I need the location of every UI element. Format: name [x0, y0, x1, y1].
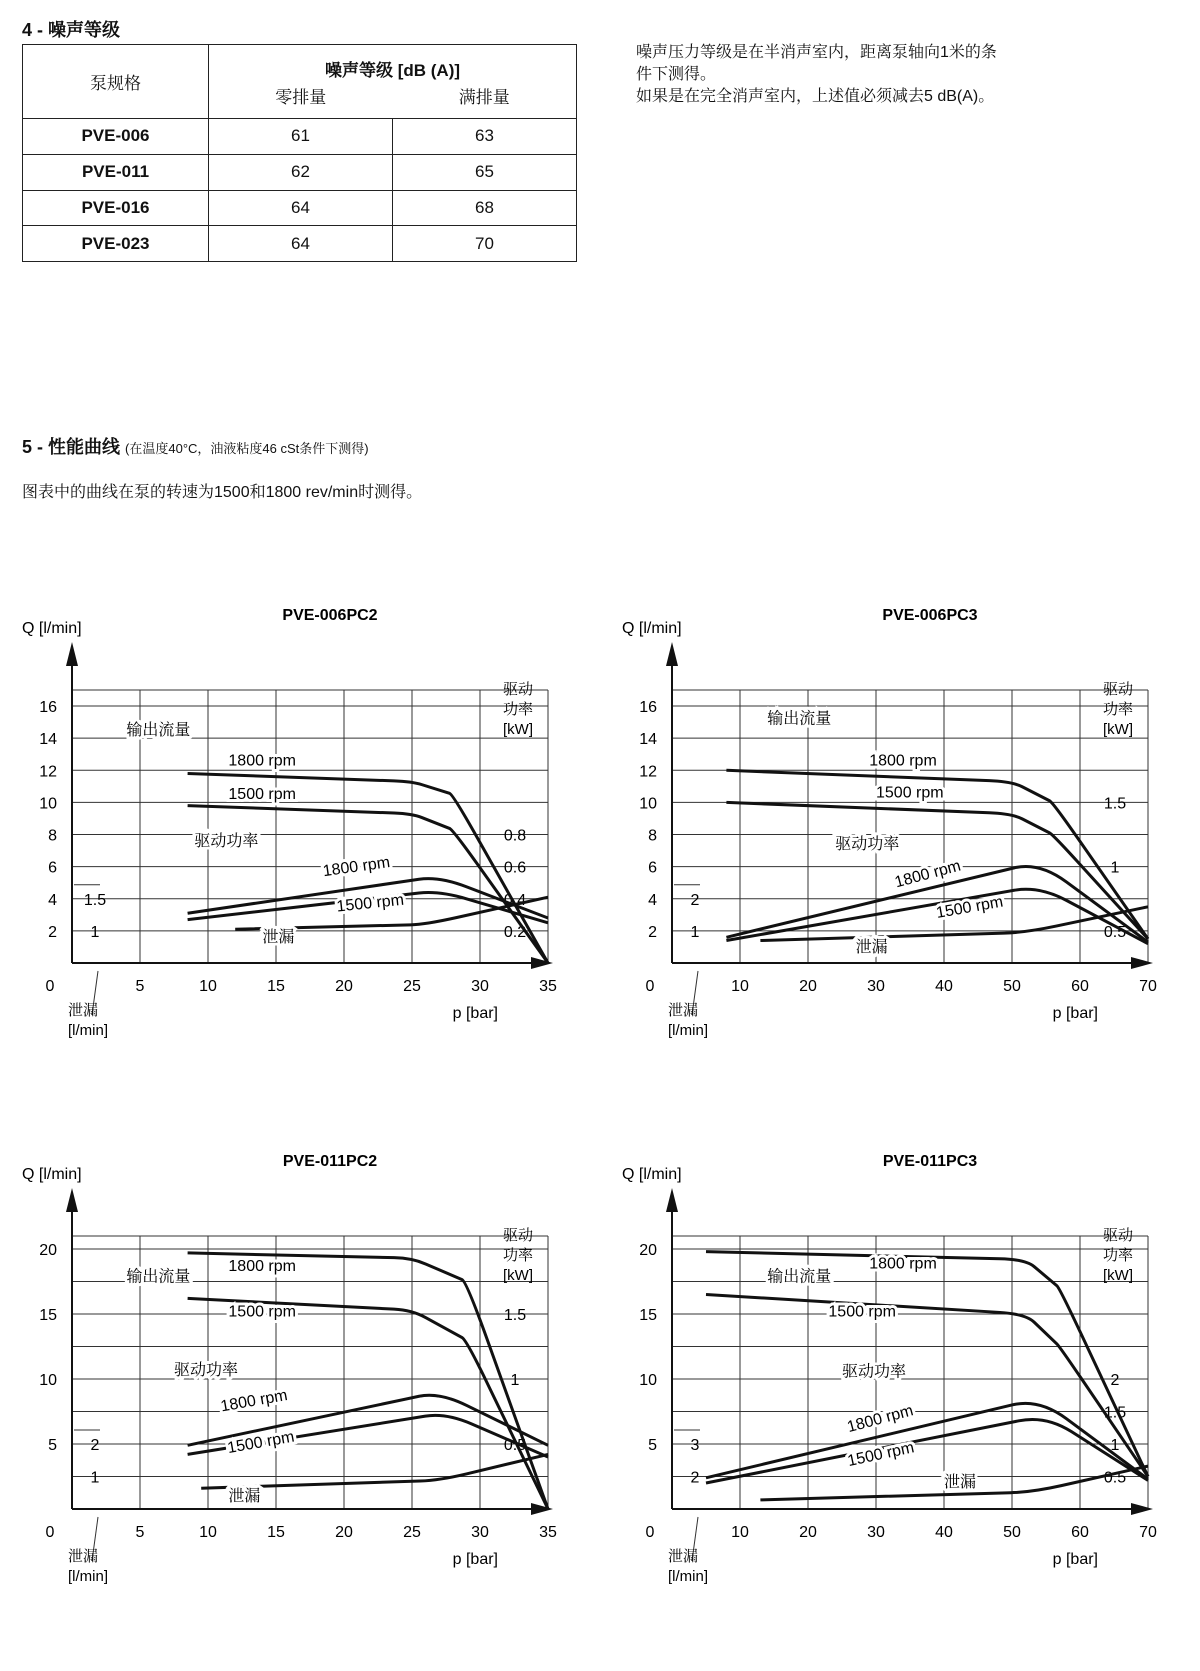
series-label: 1800 rpm — [219, 1386, 289, 1416]
series-line — [188, 1253, 548, 1509]
power-axis-label: 驱动 — [1102, 1227, 1134, 1244]
table-row — [23, 154, 577, 190]
power-tick-label: 0.5 — [1103, 923, 1127, 941]
table-row — [23, 119, 577, 155]
power-axis-label: 驱动 — [502, 681, 534, 698]
leak-axis-label: [l/min] — [668, 1022, 709, 1039]
y-tick-label: 15 — [39, 1307, 57, 1324]
y-tick-label: 20 — [39, 1242, 57, 1259]
row-full: 70 — [393, 226, 577, 262]
series-label: 驱动功率 — [174, 1362, 239, 1380]
y-tick-label: 10 — [639, 795, 657, 813]
chart-svg — [0, 1146, 600, 1666]
x-tick-label: 10 — [731, 978, 749, 995]
chart-svg — [600, 1146, 1200, 1666]
series-label: 1500 rpm — [226, 1428, 296, 1458]
y-tick-label: 4 — [648, 891, 657, 909]
power-tick-label: 0.2 — [503, 923, 527, 941]
header-zero-displacement: 零排量 — [275, 87, 327, 107]
y-axis-arrow — [66, 642, 78, 666]
x-tick-label: 0 — [45, 1524, 55, 1541]
header-model — [23, 45, 209, 119]
x-tick-label: 50 — [1003, 978, 1021, 995]
power-tick-label: 0.8 — [503, 827, 527, 845]
header-model-label: 泵规格 — [90, 74, 141, 93]
noise-note — [636, 42, 1156, 108]
leak-tick-label: 2 — [690, 1469, 700, 1487]
chart-pve-006pc3 — [600, 600, 1200, 1120]
x-tick-label: 30 — [867, 978, 885, 995]
power-tick-label: 1.5 — [1103, 1404, 1127, 1422]
series-label: 1500 rpm — [828, 1303, 896, 1321]
y-tick-label: 8 — [648, 827, 657, 845]
row-model: PVE-011 — [23, 154, 209, 190]
power-tick-label: 1.5 — [1103, 795, 1127, 813]
y-tick-label: 15 — [639, 1307, 657, 1324]
row-zero: 61 — [209, 119, 393, 155]
power-axis-label: 功率 — [502, 701, 534, 718]
series-label: 输出流量 — [767, 710, 832, 728]
power-axis-label: [kW] — [1103, 721, 1133, 738]
table-row — [23, 190, 577, 226]
x-tick-label: 35 — [539, 1524, 557, 1541]
leak-axis-label: [l/min] — [68, 1022, 109, 1039]
series-line — [706, 1403, 1148, 1479]
section5-title — [22, 433, 369, 459]
series-label: 1800 rpm — [228, 752, 296, 770]
section5-intro: 图表中的曲线在泵的转速为1500和1800 rev/min时测得。 — [22, 484, 423, 501]
y-tick-label: 12 — [639, 763, 657, 781]
power-axis-label: 驱动 — [502, 1227, 534, 1244]
x-tick-label: 0 — [645, 978, 655, 995]
y-tick-label: 5 — [648, 1437, 657, 1454]
y-tick-label: 10 — [39, 795, 57, 813]
power-tick-label: 1 — [1110, 859, 1120, 877]
power-tick-label: 0.5 — [1103, 1469, 1127, 1487]
series-label: 1500 rpm — [335, 891, 405, 916]
x-tick-label: 15 — [267, 1524, 285, 1541]
y-tick-label: 8 — [48, 827, 57, 845]
series-label: 输出流量 — [126, 1268, 191, 1286]
y-tick-label: 10 — [39, 1372, 57, 1389]
leak-axis-label: 泄漏 — [668, 1002, 699, 1019]
y-tick-label: 6 — [648, 859, 657, 877]
y-tick-label: 2 — [648, 923, 657, 941]
chart-pve-011pc2 — [0, 1146, 600, 1666]
leak-axis-label: 泄漏 — [668, 1548, 699, 1565]
y-tick-label: 2 — [48, 923, 57, 941]
x-axis-arrow — [531, 957, 553, 969]
row-zero: 62 — [209, 154, 393, 190]
header-noise-title: 噪声等级 [dB (A)] — [324, 60, 461, 80]
power-tick-label: 1 — [1110, 1437, 1120, 1454]
series-line — [706, 1295, 1148, 1477]
series-label: 1800 rpm — [321, 854, 392, 881]
x-tick-label: 30 — [471, 1524, 489, 1541]
leak-tick-label: 1 — [90, 923, 100, 941]
series-line — [201, 1454, 548, 1488]
x-tick-label: 25 — [403, 978, 421, 995]
noise-level-table — [22, 44, 577, 262]
y-axis-label: Q [l/min] — [622, 1166, 682, 1183]
leak-tick-label: 1.5 — [83, 891, 107, 909]
section5-title-note: (在温度40°C，油液粘度46 cSt条件下测得) — [125, 441, 369, 456]
series-label: 驱动功率 — [194, 832, 259, 850]
row-full: 68 — [393, 190, 577, 226]
series-label: 1500 rpm — [228, 786, 296, 804]
x-axis-arrow — [1131, 957, 1153, 969]
power-axis-label: [kW] — [503, 721, 533, 738]
x-tick-label: 25 — [403, 1524, 421, 1541]
x-tick-label: 40 — [935, 1524, 953, 1541]
x-axis-arrow — [531, 1503, 553, 1515]
noise-note-line: 噪声压力等级是在半消声室内，距离泵轴向1米的条 — [636, 44, 997, 61]
series-label: 1800 rpm — [869, 752, 937, 770]
row-zero: 64 — [209, 226, 393, 262]
power-axis-label: [kW] — [503, 1267, 533, 1284]
x-axis-label: p [bar] — [1052, 1005, 1098, 1022]
chart-title: PVE-006PC3 — [882, 607, 978, 624]
x-tick-label: 60 — [1071, 1524, 1089, 1541]
x-tick-label: 30 — [867, 1524, 885, 1541]
series-label: 泄漏 — [944, 1473, 977, 1491]
leak-tick-label: 3 — [690, 1437, 700, 1454]
x-tick-label: 50 — [1003, 1524, 1021, 1541]
x-tick-label: 20 — [799, 1524, 817, 1541]
power-axis-label: 驱动 — [1102, 681, 1134, 698]
row-model: PVE-016 — [23, 190, 209, 226]
series-label: 泄漏 — [855, 938, 888, 956]
section4-title: 4 - 噪声等级 — [22, 20, 121, 40]
leak-tick-label: 2 — [90, 1437, 100, 1454]
series-label: 1500 rpm — [846, 1439, 916, 1471]
x-tick-label: 70 — [1139, 1524, 1157, 1541]
x-axis-label: p [bar] — [452, 1551, 498, 1568]
series-label: 驱动功率 — [835, 835, 900, 853]
series-label: 泄漏 — [228, 1488, 261, 1506]
chart-pve-006pc2 — [0, 600, 600, 1120]
chart-svg — [600, 600, 1200, 1120]
series-label: 泄漏 — [262, 929, 295, 947]
x-tick-label: 0 — [45, 978, 55, 995]
series-label: 输出流量 — [126, 721, 191, 739]
power-tick-label: 2 — [1110, 1372, 1120, 1389]
y-tick-label: 6 — [48, 859, 57, 877]
x-tick-label: 10 — [199, 978, 217, 995]
power-tick-label: 0.6 — [503, 859, 527, 877]
leak-axis-label: 泄漏 — [68, 1548, 99, 1565]
power-tick-label: 1.5 — [503, 1307, 527, 1324]
power-tick-label: 1 — [510, 1372, 520, 1389]
y-axis-label: Q [l/min] — [622, 620, 682, 637]
y-tick-label: 14 — [639, 731, 657, 749]
y-axis-arrow — [666, 642, 678, 666]
series-label: 输出流量 — [767, 1268, 832, 1286]
y-tick-label: 12 — [39, 763, 57, 781]
power-axis-label: 功率 — [1102, 701, 1134, 718]
x-tick-label: 40 — [935, 978, 953, 995]
header-noise-group — [209, 45, 577, 119]
y-tick-label: 10 — [639, 1372, 657, 1389]
noise-note-line: 件下测得。 — [636, 66, 717, 83]
leak-axis-label: [l/min] — [68, 1568, 109, 1585]
leak-tick-label: 1 — [690, 923, 700, 941]
leak-axis-label: 泄漏 — [68, 1002, 99, 1019]
y-tick-label: 4 — [48, 891, 57, 909]
power-axis-label: 功率 — [1102, 1247, 1134, 1264]
header-full-displacement: 满排量 — [458, 87, 510, 107]
y-axis-arrow — [666, 1188, 678, 1212]
chart-title: PVE-006PC2 — [282, 607, 378, 624]
x-tick-label: 15 — [267, 978, 285, 995]
row-model: PVE-006 — [23, 119, 209, 155]
series-label: 1500 rpm — [934, 893, 1005, 922]
x-axis-label: p [bar] — [1052, 1551, 1098, 1568]
x-axis-label: p [bar] — [452, 1005, 498, 1022]
y-tick-label: 5 — [48, 1437, 57, 1454]
y-tick-label: 16 — [639, 699, 657, 717]
leak-tick-label: 2 — [690, 891, 700, 909]
chart-title: PVE-011PC2 — [282, 1153, 378, 1170]
row-zero: 64 — [209, 190, 393, 226]
power-tick-label: 0.5 — [503, 1437, 527, 1454]
table-row — [23, 226, 577, 262]
y-tick-label: 14 — [39, 731, 57, 749]
x-tick-label: 20 — [335, 1524, 353, 1541]
power-axis-label: [kW] — [1103, 1267, 1133, 1284]
chart-pve-011pc3 — [600, 1146, 1200, 1666]
leak-axis-label: [l/min] — [668, 1568, 709, 1585]
series-line — [188, 806, 548, 963]
x-tick-label: 35 — [539, 978, 557, 995]
x-axis-arrow — [1131, 1503, 1153, 1515]
chart-svg — [0, 600, 600, 1120]
x-tick-label: 0 — [645, 1524, 655, 1541]
series-label: 1500 rpm — [876, 784, 944, 802]
series-label: 1800 rpm — [228, 1258, 296, 1276]
y-axis-label: Q [l/min] — [22, 620, 82, 637]
series-label: 驱动功率 — [842, 1363, 907, 1381]
row-full: 63 — [393, 119, 577, 155]
row-model: PVE-023 — [23, 226, 209, 262]
x-tick-label: 5 — [135, 1524, 145, 1541]
x-tick-label: 20 — [335, 978, 353, 995]
x-tick-label: 10 — [199, 1524, 217, 1541]
row-full: 65 — [393, 154, 577, 190]
y-tick-label: 20 — [639, 1242, 657, 1259]
series-label: 1500 rpm — [228, 1303, 296, 1321]
series-label: 1800 rpm — [869, 1255, 937, 1273]
chart-title: PVE-011PC3 — [882, 1153, 978, 1170]
y-tick-label: 16 — [39, 699, 57, 717]
x-tick-label: 70 — [1139, 978, 1157, 995]
x-tick-label: 60 — [1071, 978, 1089, 995]
series-label: 1800 rpm — [845, 1402, 916, 1437]
y-axis-label: Q [l/min] — [22, 1166, 82, 1183]
y-axis-arrow — [66, 1188, 78, 1212]
section5-title-text: 5 - 性能曲线 — [22, 437, 121, 457]
power-axis-label: 功率 — [502, 1247, 534, 1264]
x-tick-label: 10 — [731, 1524, 749, 1541]
leak-tick-label: 1 — [90, 1469, 100, 1487]
x-tick-label: 20 — [799, 978, 817, 995]
noise-note-line: 如果是在完全消声室内，上述值必须减去5 dB(A)。 — [636, 88, 995, 105]
x-tick-label: 5 — [135, 978, 145, 995]
x-tick-label: 30 — [471, 978, 489, 995]
power-tick-label: 0.4 — [503, 891, 527, 909]
series-label: 1800 rpm — [893, 857, 963, 892]
